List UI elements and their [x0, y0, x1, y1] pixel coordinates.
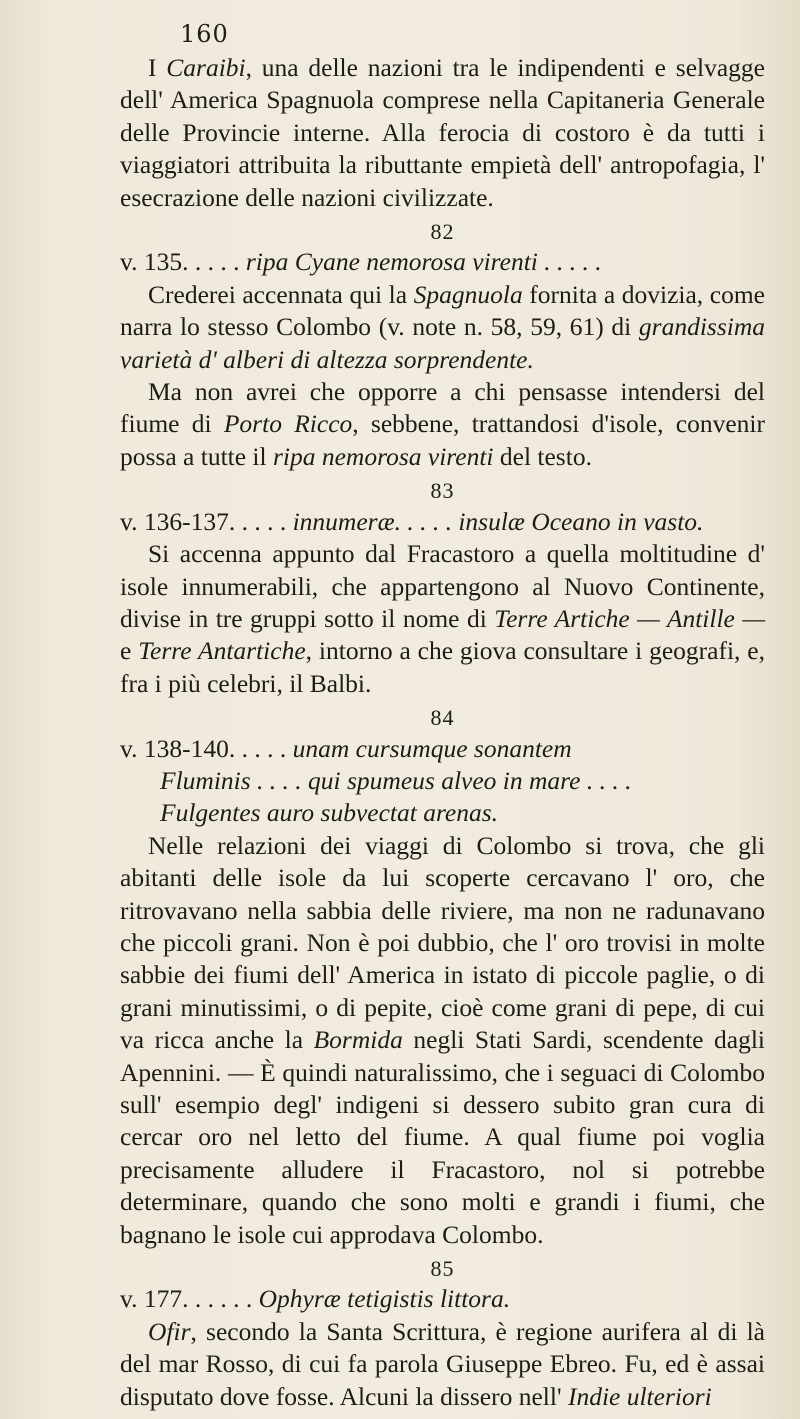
note-85-paragraph-1: Ofir, secondo la Santa Scrittura, è regione aurifera al di là del mar Rosso, di cui fa parola Giuseppe Ebreo. Fu, ed è assai disputato dove fosse. Alcuni la dissero nell' Indie ulteriori: [120, 1316, 765, 1411]
verse-line-83: v. 136-137. . . . . innumeræ. . . . . insulæ Oceano in vasto.: [120, 506, 704, 536]
verse-line-82: v. 135. . . . . ripa Cyane nemorosa virenti . . . . .: [120, 247, 602, 277]
verse-line-85: v. 177. . . . . . Ophyræ tetigistis littora.: [120, 1284, 511, 1314]
note-83-paragraph-1: Si accenna appunto dal Fracastoro a quella moltitudine d' isole innumerabili, che appartengono al Nuovo Continente, divise in tre gruppi sotto il nome di Terre Artiche — Antille — e Terre Antartiche, intorno a che giova consultare i geografi, e, fra i più celebri, il Balbi.: [120, 539, 766, 698]
intro-text-rest: , una delle nazioni tra le indipendenti e selvagge dell' America Spagnuola comprese nella Capitaneria Generale delle Provincie interne. Alla ferocia di costoro è da tutti i viaggiatori attribuita la ributtante empietà dell' antropofagia, l' esecrazione delle nazioni civilizzate.: [120, 53, 765, 212]
note-82-paragraph-2: Ma non avrei che opporre a chi pensasse intendersi del fiume di Porto Ricco, sebbene, trattandosi d'isole, convenir possa a tutte il ripa nemorosa virenti del testo.: [120, 377, 765, 471]
note-82-paragraph-1: Crederei accennata qui la Spagnuola fornita a dovizia, come narra lo stesso Colombo (v. note n. 58, 59, 61) di grandissima varietà d' alberi di altezza sorprendente.: [120, 279, 765, 374]
note-number-82: 82: [430, 219, 455, 245]
note-84-paragraph-1: Nelle relazioni dei viaggi di Colombo si trova, che gli abitanti delle isole da lui scoperte cercavano l' oro, che ritrovavano nella sabbia delle riviere, ma non ne radunavano che piccoli grani. Non è poi dubbio, che l' oro trovisi in molte sabbie dei fiumi dell' America in istato di piccole paglie, o di grani minutissimi, o di pepite, cioè come grani di pepe, di cui va ricca anche la Bormida negli Stati Sardi, scendente dagli Apennini. — È quindi naturalissimo, che i seguaci di Colombo sull' esempio degl' indigeni si dessero subito gran cura di cercar oro nel letto del fiume. A qual fiume poi voglia precisamente alludere il Fracastoro, nol si potrebbe determinare, quando che sono molti e grandi i fiumi, che bagnano le isole cui approdava Colombo.: [120, 830, 765, 1249]
intro-paragraph: [120, 52, 765, 214]
intro-text-start: I: [148, 53, 167, 82]
verse-line-84-3: Fulgentes auro subvectat arenas.: [160, 798, 499, 828]
note-number-83: 83: [430, 478, 455, 504]
verse-line-84-2: Fluminis . . . . qui spumeus alveo in mare . . . .: [160, 765, 632, 795]
page-number: 160: [180, 20, 229, 48]
intro-italic: Caraibi: [166, 53, 246, 82]
note-number-84: 84: [430, 705, 455, 731]
note-number-85: 85: [430, 1256, 455, 1282]
page-text: [120, 52, 765, 1413]
verse-line-84-1: v. 138-140. . . . . unam cursumque sonantem: [120, 733, 572, 763]
